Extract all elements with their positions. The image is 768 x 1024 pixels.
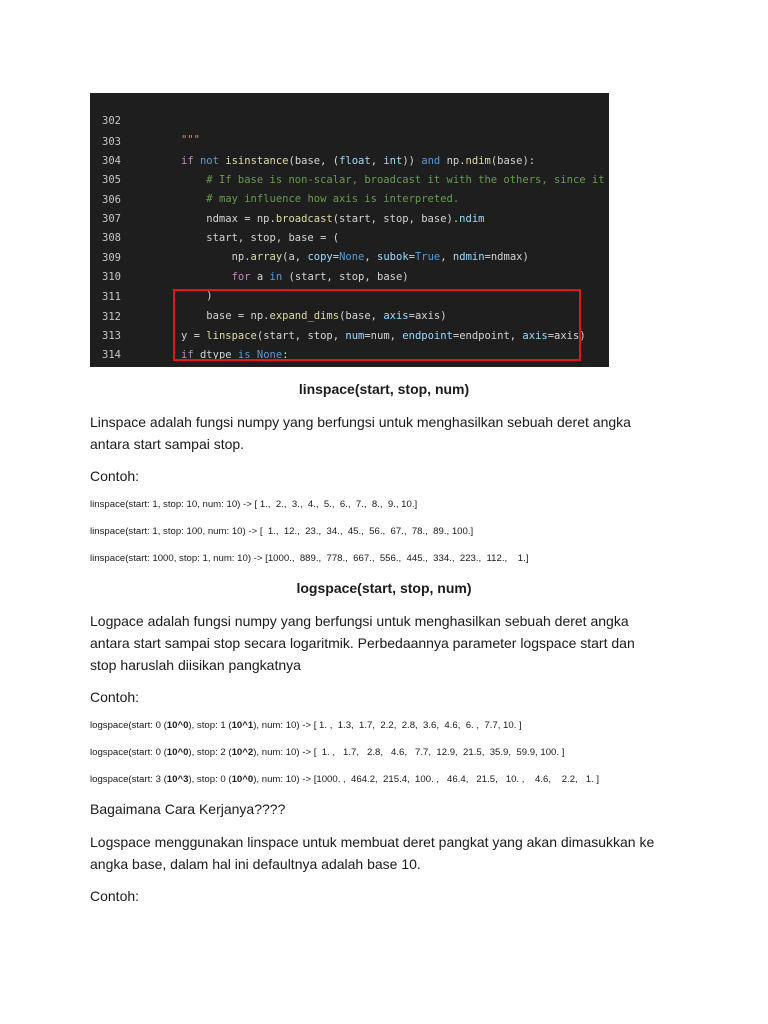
logspace-description xyxy=(90,610,690,676)
code-text: ndmax = np.broadcast(start, stop, base).ndim xyxy=(181,213,485,225)
code-text: # If base is non-scalar, broadcast it with the others, since it xyxy=(206,174,605,186)
code-text: base = np.expand_dims(base, axis=axis) xyxy=(181,310,447,322)
line-number xyxy=(102,365,142,367)
code-text: # may influence how axis is interpreted. xyxy=(206,193,460,205)
code-text: start, stop, base = ( xyxy=(181,232,340,244)
line-number: 313 xyxy=(102,330,121,342)
code-text xyxy=(181,365,364,367)
linspace-heading: linspace(start, stop, num) xyxy=(298,381,470,397)
example-line: logspace(start: 0 (10^0), stop: 1 (10^1), num: 10) -> [ 1. , 1.3, 1.7, 2.2, 2.8, 3.6, 4.6, 6. , 7.7, 10. ] xyxy=(90,720,522,731)
description-line: Logpace adalah fungsi numpy yang berfungsi untuk menghasilkan sebuah deret angka xyxy=(90,613,629,629)
example-label: Contoh: xyxy=(90,689,140,705)
example-line: linspace(start: 1, stop: 10, num: 10) -> [ 1., 2., 3., 4., 5., 6., 7., 8., 9., 10.] xyxy=(90,499,418,510)
line-number: 302 xyxy=(102,115,121,127)
line-number: 303 xyxy=(102,136,121,148)
example-label: Contoh: xyxy=(90,468,140,484)
code-screenshot xyxy=(90,93,609,367)
description-line: Linspace adalah fungsi numpy yang berfungsi untuk menghasilkan sebuah deret angka xyxy=(90,414,631,430)
description-line: antara start sampai stop. xyxy=(90,436,245,452)
example-line: logspace(start: 0 (10^0), stop: 2 (10^2), num: 10) -> [ 1. , 1.7, 2.8, 4.6, 7.7, 12.9, 21.5, 35.9, 59.9, 100. ] xyxy=(90,747,565,758)
description-line: antara start sampai stop secara logaritmik. Perbedaannya parameter logspace start dan xyxy=(90,635,635,651)
line-number: 308 xyxy=(102,232,121,244)
how-question: Bagaimana Cara Kerjanya???? xyxy=(90,801,286,817)
description-line: stop haruslah diisikan pangkatnya xyxy=(90,657,301,673)
line-number: 310 xyxy=(102,271,121,283)
code-text: if dtype is None: xyxy=(181,349,289,361)
how-description xyxy=(90,831,690,875)
code-text: np.array(a, copy=None, subok=True, ndmin=ndmax) xyxy=(181,251,529,263)
code-text: """ xyxy=(181,134,200,146)
example-line: linspace(start: 1000, stop: 1, num: 10) -> [1000., 889., 778., 667., 556., 445., 334., 223., 112., 1.] xyxy=(90,553,529,564)
example-line: linspace(start: 1, stop: 100, num: 10) -> [ 1., 12., 23., 34., 45., 56., 67., 78., 89., 100.] xyxy=(90,526,474,537)
example-line: logspace(start: 3 (10^3), stop: 0 (10^0), num: 10) -> [1000. , 464.2, 215.4, 100. , 46.4, 21.5, 10. , 4.6, 2.2, 1. ] xyxy=(90,774,600,785)
line-number: 305 xyxy=(102,174,121,186)
description-line: angka base, dalam hal ini defaultnya adalah base 10. xyxy=(90,856,421,872)
linspace-description xyxy=(90,411,690,455)
code-text: y = linspace(start, stop, num=num, endpoint=endpoint, axis=axis) xyxy=(181,330,586,342)
example-label: Contoh: xyxy=(90,888,140,904)
line-number: 306 xyxy=(102,194,121,206)
line-number: 304 xyxy=(102,155,121,167)
line-number: 307 xyxy=(102,213,121,225)
code-text: if not isinstance(base, (float, int)) and np.ndim(base): xyxy=(181,155,536,167)
line-number: 314 xyxy=(102,349,121,361)
highlight-box xyxy=(173,289,581,361)
line-number: 311 xyxy=(102,291,121,303)
description-line: Logspace menggunakan linspace untuk membuat deret pangkat yang akan dimasukkan ke xyxy=(90,834,655,850)
code-text: ) xyxy=(181,290,213,302)
line-number: 312 xyxy=(102,311,121,323)
code-text: for a in (start, stop, base) xyxy=(231,271,409,283)
line-number: 309 xyxy=(102,252,121,264)
logspace-heading: logspace(start, stop, num) xyxy=(296,580,472,596)
